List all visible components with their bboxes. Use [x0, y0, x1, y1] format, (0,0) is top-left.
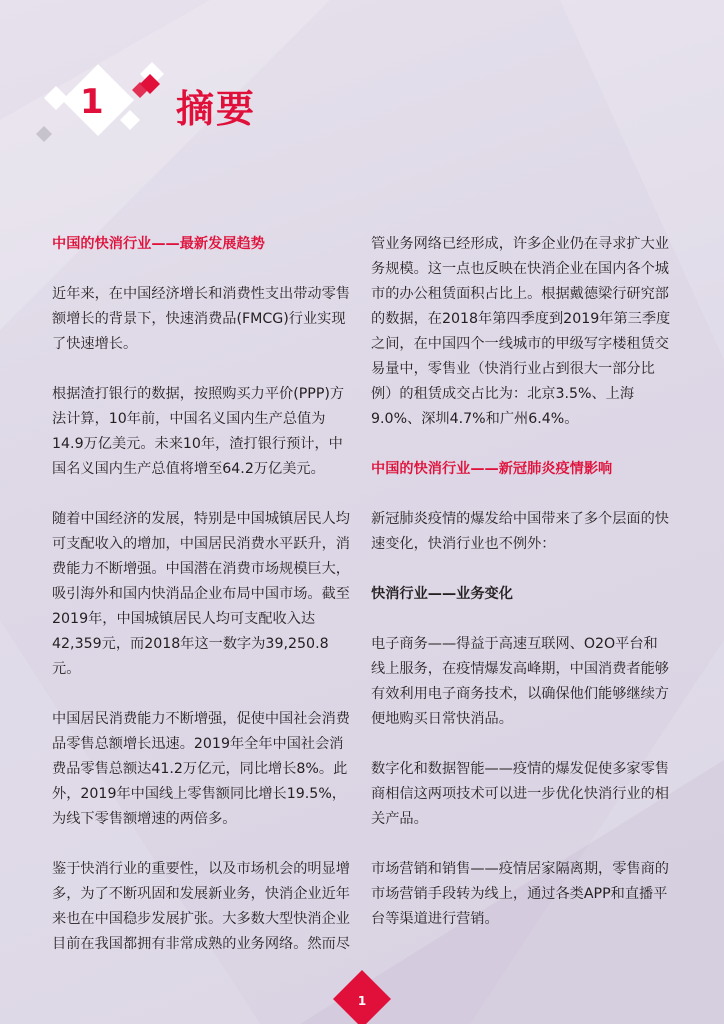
list-item: 电子商务——得益于高速互联网、O2O平台和线上服务，在疫情爆发高峰期，中国消费者能够有效利用电子商务技术，以确保他们能够继续方便地购买日常快消品。 [371, 636, 669, 727]
paragraph: 鉴于快消行业的重要性，以及市场机会的明显增多，为了不断巩固和发展新业务，快消企业近年来也在中国稳步发展扩张。大多数大型快消企业目前在我国都拥有非常成熟的业务网络。然而尽 [52, 861, 350, 952]
subheading: 快消行业——业务变化 [371, 586, 513, 602]
page-footer [333, 970, 391, 1024]
paragraph: 近年来，在中国经济增长和消费性支出带动零售额增长的背景下，快速消费品(FMCG)行业实现了快速增长。 [52, 286, 350, 352]
paragraph: 中国居民消费能力不断增强，促使中国社会消费品零售总额增长迅速。2019年全年中国社会消费品零售总额达41.2万亿元，同比增长8%。此外，2019年中国线上零售额同比增长19.5%，为线下零售额增速的两倍多。 [52, 711, 350, 827]
right-column [371, 232, 671, 957]
section-heading-covid: 中国的快消行业——新冠肺炎疫情影响 [371, 461, 613, 477]
list-item: 数字化和数据智能——疫情的爆发促使多家零售商相信这两项技术可以进一步优化快消行业的相关产品。 [371, 761, 669, 827]
paragraph: 根据渣打银行的数据，按照购买力平价(PPP)方法计算，10年前，中国名义国内生产总值为14.9万亿美元。未来10年，渣打银行预计，中国名义国内生产总值将增至64.2万亿美元。 [52, 386, 345, 477]
page-number: 1 [357, 994, 367, 1008]
section-header [0, 0, 724, 180]
section-number: 1 [80, 82, 104, 122]
diamond-logo-icon [0, 0, 200, 160]
left-column [52, 232, 352, 982]
paragraph: 管业务网络已经形成，许多企业仍在寻求扩大业务规模。这一点也反映在快消企业在国内各个城市的办公租赁面积占比上。根据戴德梁行研究部的数据，在2018年第四季度到2019年第三季度之间，在中国四个一线城市的甲级写字楼租赁交易量中，零售业（快消行业占到很大一部分比例）的租赁成交占比为：北京3.5%、上海9.0%、深圳4.7%和广州6.4%。 [371, 236, 671, 427]
page-title: 摘要 [176, 87, 257, 131]
paragraph: 随着中国经济的发展，特别是中国城镇居民人均可支配收入的增加，中国居民消费水平跃升，消费能力不断增强。中国潜在消费市场规模巨大，吸引海外和国内快消品企业布局中国市场。截至2019年，中国城镇居民人均可支配收入达42,359元，而2018年这一数字为39,250.8元。 [52, 511, 350, 677]
section-heading-trends: 中国的快消行业——最新发展趋势 [52, 236, 265, 252]
paragraph: 新冠肺炎疫情的爆发给中国带来了多个层面的快速变化，快消行业也不例外： [371, 511, 669, 552]
list-item: 市场营销和销售——疫情居家隔离期，零售商的市场营销手段转为线上，通过各类APP和直播平台等渠道进行营销。 [371, 861, 669, 927]
